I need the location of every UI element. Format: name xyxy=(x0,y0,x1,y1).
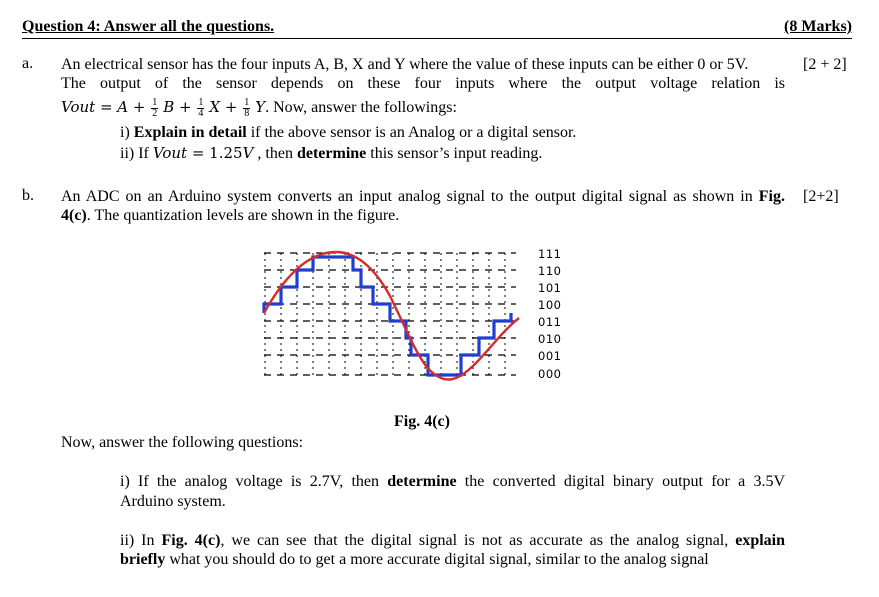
formula-line xyxy=(61,95,457,119)
formula-term-b: B xyxy=(163,98,175,116)
adc-quantization-figure xyxy=(255,240,530,390)
sample-lines xyxy=(265,253,505,378)
formula-term-a: A xyxy=(117,98,129,116)
formula-term-x: X xyxy=(209,98,221,116)
part-a-question-ii: ii) If Vout = 1.25V , then determine this sensor’s input reading. xyxy=(120,144,543,162)
level-label-001: 001 xyxy=(538,349,562,363)
part-b-line1: An ADC on an Arduino system converts an input analog signal to the output digital signal as shown in Fig. xyxy=(61,188,785,205)
digital-signal-staircase xyxy=(264,257,511,375)
fraction-eighth: $\frac{1}{8}$ xyxy=(244,96,250,119)
formula-plus: + xyxy=(128,98,151,116)
level-label-011: 011 xyxy=(538,315,562,329)
level-label-100: 100 xyxy=(538,298,562,312)
formula-plus: + xyxy=(174,98,197,116)
part-a-line2: The output of the sensor depends on these four inputs where the output voltage relation is xyxy=(61,75,785,92)
part-a-question-i: i) Explain in detail if the above sensor is an Analog or a digital sensor. xyxy=(120,124,577,141)
part-a-line1: An electrical sensor has the four inputs A, B, X and Y where the value of these inputs can be either 0 or 5V. xyxy=(61,56,749,73)
now-answer-text: Now, answer the following questions: xyxy=(61,434,304,451)
question-header xyxy=(22,16,852,39)
figure-caption: Fig. 4(c) xyxy=(394,413,450,430)
fraction-quarter: $\frac{1}{4}$ xyxy=(198,96,204,119)
part-a-marks: [2 + 2] xyxy=(803,56,847,73)
level-label-101: 101 xyxy=(538,281,562,295)
level-label-010: 010 xyxy=(538,332,562,346)
formula-vout: Vout xyxy=(61,98,96,116)
fraction-half: $\frac{1}{2}$ xyxy=(152,96,158,119)
formula-plus: + xyxy=(220,98,243,116)
part-b-question-i-line2: Arduino system. xyxy=(120,493,226,510)
part-a-label: a. xyxy=(22,55,34,72)
formula-equals: = xyxy=(95,98,118,116)
part-b-question-i-line1: i) If the analog voltage is 2.7V, then determine the converted digital binary output for a 3.5V xyxy=(120,473,785,490)
level-label-000: 000 xyxy=(538,367,562,381)
formula-after-text: . Now, answer the followings: xyxy=(265,99,457,116)
part-b-label: b. xyxy=(22,187,34,204)
part-b-marks: [2+2] xyxy=(803,188,839,205)
level-label-110: 110 xyxy=(538,264,562,278)
part-b-line2: 4(c). The quantization levels are shown in the figure. xyxy=(61,207,400,224)
level-label-111: 111 xyxy=(538,247,562,261)
part-b-question-ii-line2: briefly what you should do to get a more accurate digital signal, similar to the analog signal xyxy=(120,551,709,568)
formula-term-y: Y xyxy=(255,98,266,116)
part-b-question-ii-line1: ii) In Fig. 4(c), we can see that the digital signal is not as accurate as the analog signal, explain xyxy=(120,532,786,549)
question-title: Question 4: Answer all the questions. xyxy=(22,18,275,35)
question-marks: (8 Marks) xyxy=(784,18,852,35)
